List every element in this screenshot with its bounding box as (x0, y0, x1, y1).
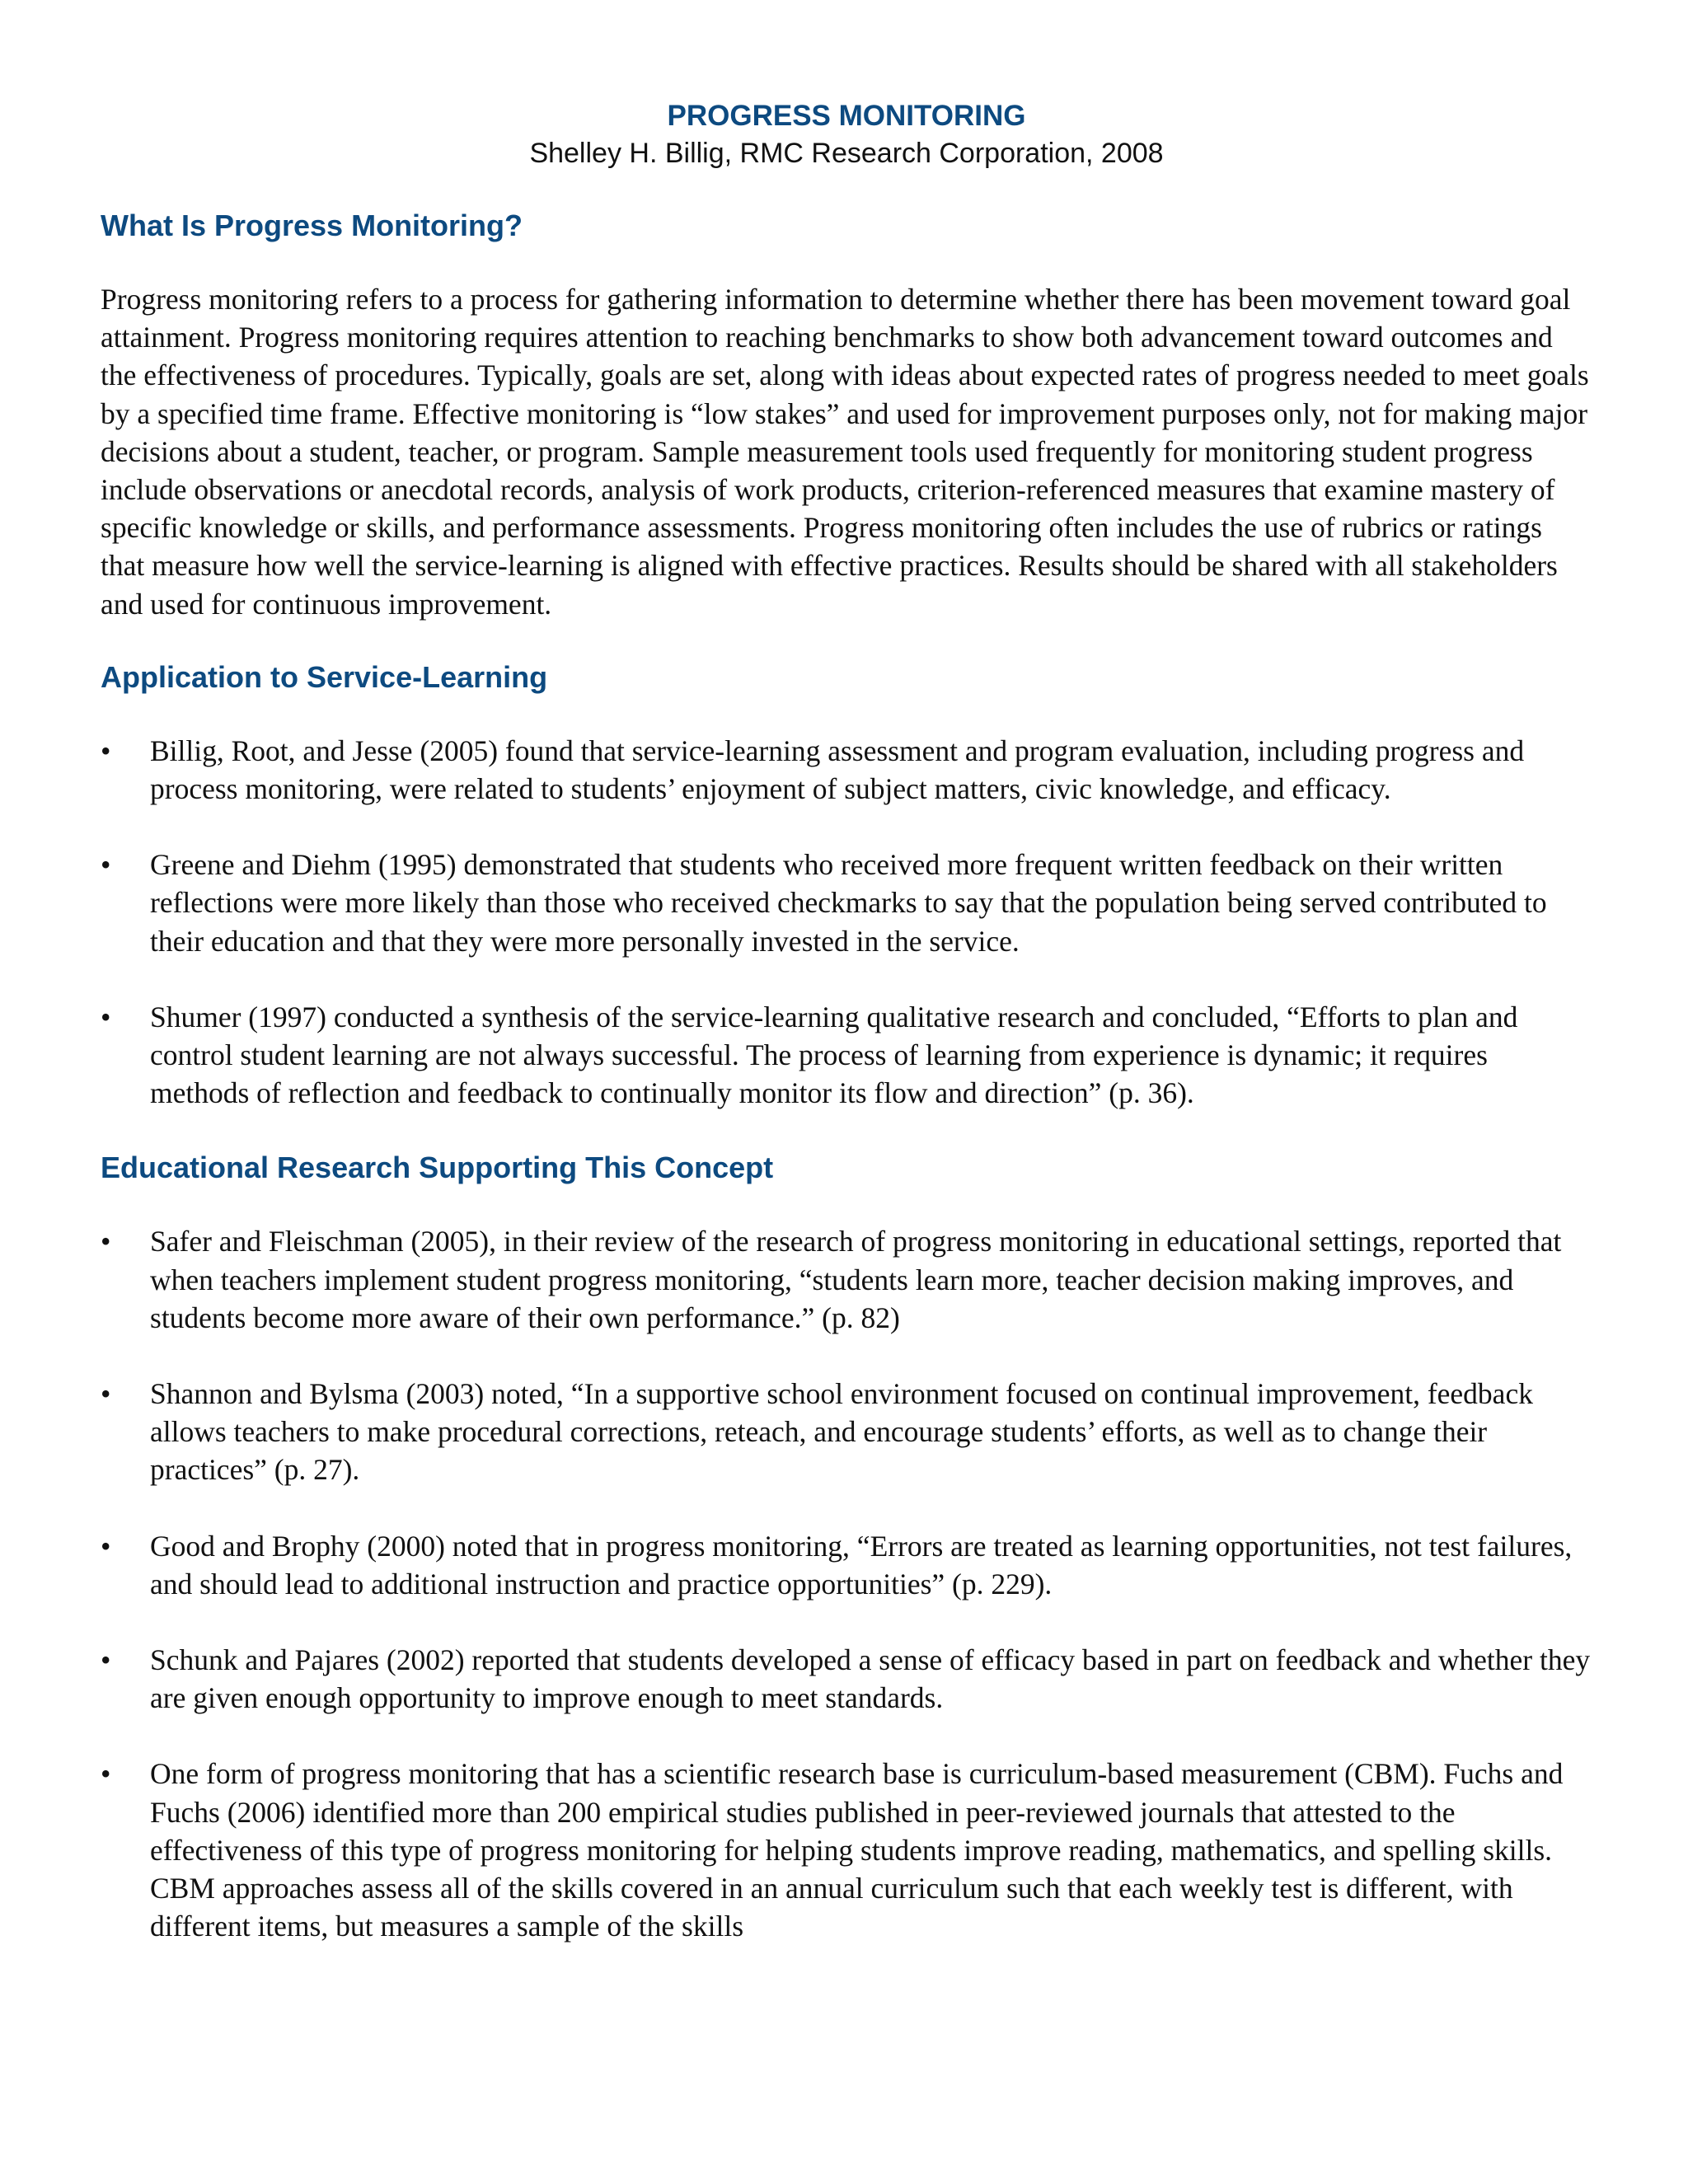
page-title: PROGRESS MONITORING (667, 100, 1026, 132)
bullet-icon: • (101, 1757, 111, 1791)
section-heading-application: Application to Service-Learning (101, 659, 548, 694)
application-list (101, 732, 1592, 1113)
bullet-icon: • (101, 1225, 111, 1258)
list-item-text: Shannon and Bylsma (2003) noted, “In a supportive school environment focused on continual improvement, feedback allows teachers to make procedural corrections, reteach, and encourage students’ efforts, as well as to change their practices” (p. 27). (150, 1377, 1533, 1487)
author-line: Shelley H. Billig, RMC Research Corporation, 2008 (529, 138, 1164, 169)
list-item-text: Schunk and Pajares (2002) reported that students developed a sense of efficacy based in part on feedback and whether they are given enough opportunity to improve enough to meet standards. (150, 1643, 1591, 1715)
bullet-icon: • (101, 733, 111, 767)
bullet-icon: • (101, 1377, 111, 1411)
list-item (101, 732, 1592, 808)
list-item (101, 1755, 1592, 1945)
research-list (101, 1222, 1592, 1945)
list-item-text: Good and Brophy (2000) noted that in progress monitoring, “Errors are treated as learning opportunities, not test failures, and should lead to additional instruction and practice opportunities” (p. 229). (150, 1529, 1573, 1601)
list-item (101, 1527, 1592, 1603)
list-item-text: Billig, Root, and Jesse (2005) found that service-learning assessment and program evaluation, including progress and process monitoring, were related to students’ enjoyment of subject matters, civic knowledge, and efficacy. (150, 733, 1525, 806)
list-item-text: Shumer (1997) conducted a synthesis of the service-learning qualitative research and concluded, “Efforts to plan and control student learning are not always successful. The process of learning from experience is dynamic; it requires methods of reflection and feedback to continually monitor its flow and direction” (p. 36). (150, 1000, 1518, 1110)
bullet-icon: • (101, 1643, 111, 1677)
list-item (101, 1375, 1592, 1489)
section-heading-research: Educational Research Supporting This Concept (101, 1151, 774, 1185)
bullet-icon: • (101, 1529, 111, 1563)
list-item (101, 1222, 1592, 1337)
bullet-icon: • (101, 848, 111, 882)
list-item (101, 998, 1592, 1113)
list-item (101, 846, 1592, 960)
list-item (101, 1641, 1592, 1717)
list-item-text: Greene and Diehm (1995) demonstrated that students who received more frequent written feedback on their written reflections were more likely than those who received checkmarks to say that the population being served contributed to their education and that they were more personally invested in the service. (150, 848, 1547, 958)
section-paragraph-what-is: Progress monitoring refers to a process for gathering information to determine whether there has been movement toward goal attainment. Progress monitoring requires attention to reaching benchmarks to show both advancement toward outcomes and the effectiveness of procedures. Typically, goals are set, along with ideas about expected rates of progress needed to meet goals by a specified time frame. Effective monitoring is “low stakes” and used for improvement purposes only, not for making major decisions about a student, teacher, or program. Sample measurement tools used frequently for monitoring student progress include observations or anecdotal records, analysis of work products, criterion-referenced measures that examine mastery of specific knowledge or skills, and performance assessments. Progress monitoring often includes the use of rubrics or ratings that measure how well the service-learning is aligned with effective practices. Results should be shared with all stakeholders and used for continuous improvement. (101, 283, 1589, 621)
section-heading-what-is: What Is Progress Monitoring? (101, 209, 523, 242)
document-page (101, 97, 1592, 1946)
bullet-icon: • (101, 1000, 111, 1033)
list-item-text: One form of progress monitoring that has a scientific research base is curriculum-based measurement (CBM). Fuchs and Fuchs (2006) identified more than 200 empirical studies published in peer-reviewed journals that attested to the effectiveness of this type of progress monitoring for helping students improve reading, mathematics, and spelling skills. CBM approaches assess all of the skills covered in an annual curriculum such that each weekly test is different, with different items, but measures a sample of the skills (150, 1757, 1564, 1943)
list-item-text: Safer and Fleischman (2005), in their review of the research of progress monitoring in educational settings, reported that when teachers implement student progress monitoring, “students learn more, teacher decision making improves, and students become more aware of their own performance.” (p. 82) (150, 1225, 1562, 1334)
